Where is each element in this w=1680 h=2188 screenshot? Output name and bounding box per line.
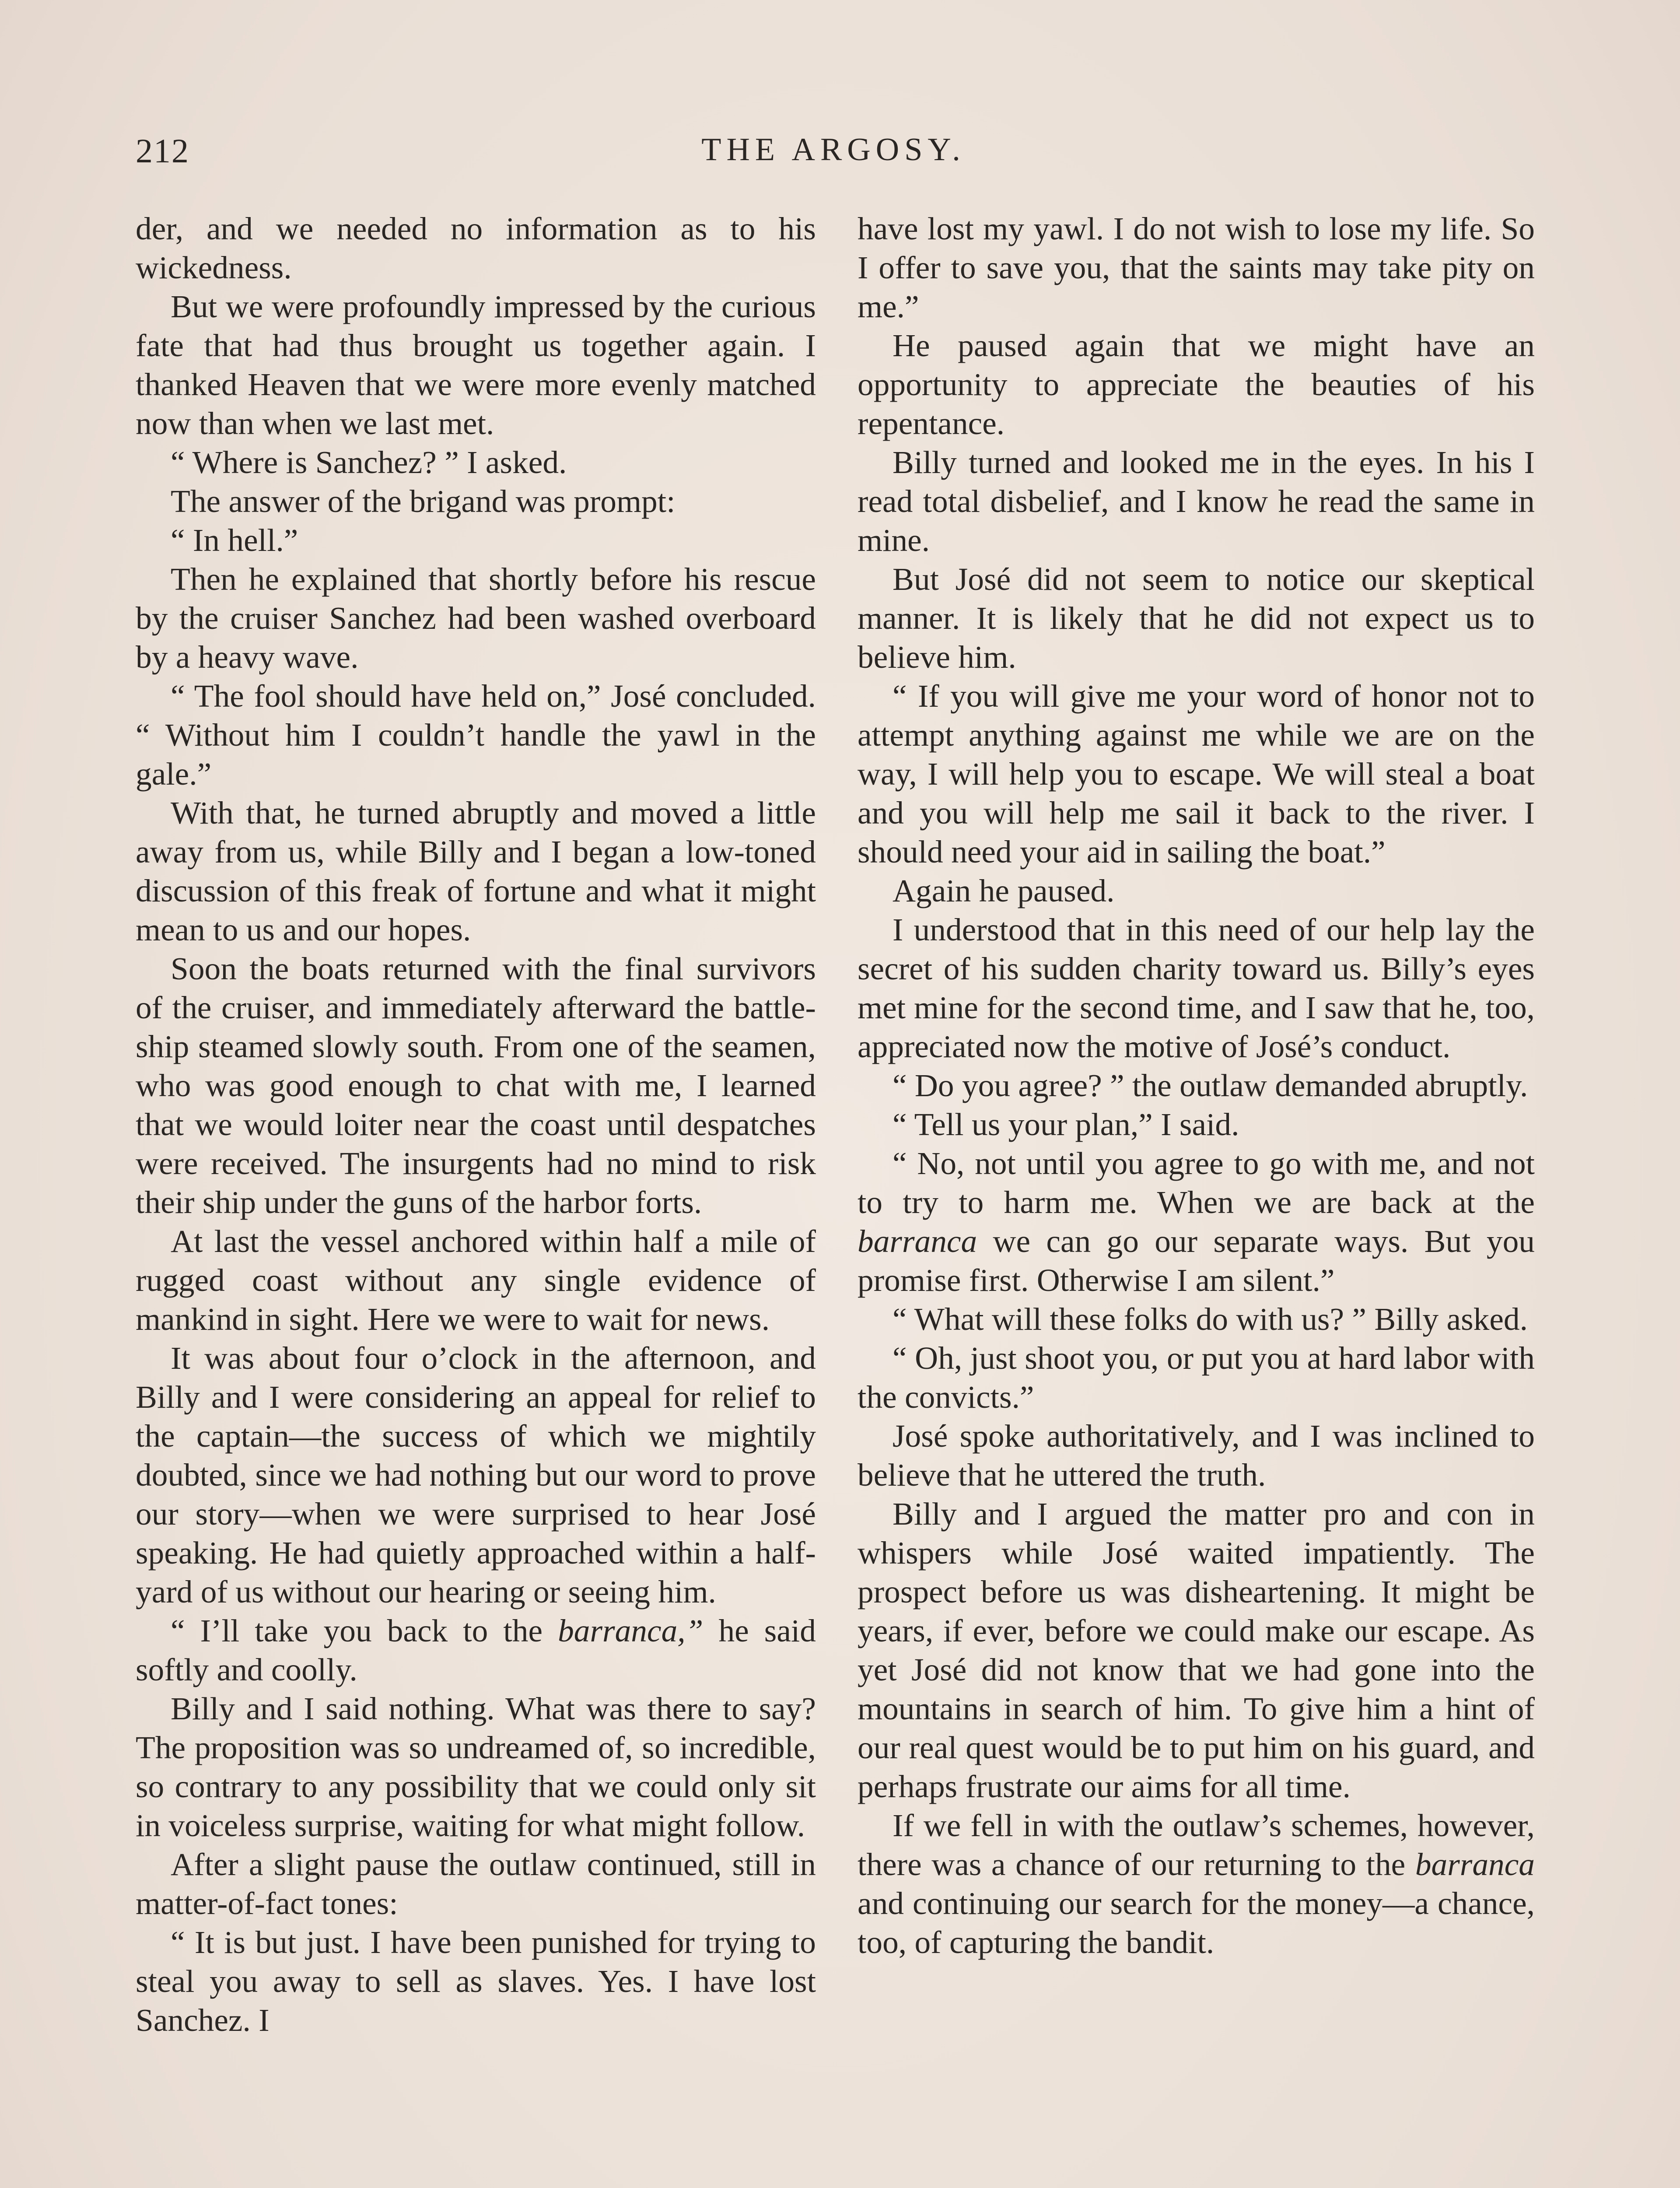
- paragraph: “ If you will give me your word of honor not to attempt anything against me while we are on the way, I will help you to escape. We will steal a boat and you will help me sail it back to the river. I should need your aid in sailing the boat.”: [858, 678, 1535, 870]
- paragraph: Billy and I said nothing. What was there to say? The proposition was so undreamed of, so incredible, so contrary to any possibility that we could only sit in voiceless surprise, waiting for what might follow.: [136, 1691, 816, 1843]
- paragraph: [136, 1611, 816, 1689]
- paragraph: have lost my yawl. I do not wish to lose my life. So I offer to save you, that the saints may take pity on me.”: [858, 211, 1535, 324]
- paragraph: He paused again that we might have an opportunity to appreciate the beauties of his repentance.: [858, 328, 1535, 441]
- paragraph: [858, 1144, 1535, 1300]
- paragraph: At last the vessel anchored within half a mile of rugged coast without any single evidence of mankind in sight. Here we were to wait for news.: [136, 1224, 816, 1337]
- paragraph: der, and we needed no information as to his wickedness.: [136, 211, 816, 285]
- page-number: 212: [136, 132, 189, 170]
- paragraph: It was about four o’clock in the afternoon, and Billy and I were considering an appeal for relief to the captain—the success of which we mightily doubted, since we had nothing but our word to prove our story—when we were surprised to hear José speaking. He had quietly approached within a half-yard of us without our hearing or seeing him.: [136, 1340, 816, 1609]
- paragraph: “ In hell.”: [171, 522, 298, 558]
- paragraph: “ The fool should have held on,” José concluded. “ Without him I couldn’t handle the yawl in the gale.”: [136, 678, 816, 792]
- paragraph: “ It is but just. I have been punished for trying to steal you away to sell as slaves. Yes. I have lost Sanchez. I: [136, 1925, 816, 2038]
- right-text-column: [858, 209, 1535, 1962]
- paragraph: [858, 1806, 1535, 1962]
- left-text-column: [136, 209, 816, 2040]
- paragraph: José spoke authoritatively, and I was inclined to believe that he uttered the truth.: [858, 1418, 1535, 1493]
- paragraph: “ Oh, just shoot you, or put you at hard labor with the convicts.”: [858, 1340, 1535, 1415]
- running-head: THE ARGOSY.: [701, 132, 966, 168]
- paragraph: With that, he turned abruptly and moved a little away from us, while Billy and I began a low-toned discussion of this freak of fortune and what it might mean to us and our hopes.: [136, 795, 816, 947]
- paragraph: “ Do you agree? ” the outlaw demanded abruptly.: [892, 1068, 1528, 1103]
- paragraph: I understood that in this need of our help lay the secret of his sudden charity toward us. Billy’s eyes met mine for the second time, and I saw that he, too, appreciated now the motive of José’s conduct.: [858, 912, 1535, 1064]
- paragraph: “ Tell us your plan,” I said.: [892, 1107, 1239, 1142]
- paragraph: Soon the boats returned with the final survivors of the cruiser, and immediately afterward the battle-ship steamed slowly south. From one of the seamen, who was good enough to chat with me, I learned that we would loiter near the coast until despatches were received. The insurgents had no mind to risk their ship under the guns of the harbor forts.: [136, 951, 816, 1220]
- paragraph-text: “ I’ll take you back to the: [171, 1613, 558, 1648]
- paragraph: Then he explained that shortly before his rescue by the cruiser Sanchez had been washed overboard by a heavy wave.: [136, 561, 816, 675]
- paragraph: But we were profoundly impressed by the curious fate that had thus brought us together again. I thanked Heaven that we were more evenly matched now than when we last met.: [136, 289, 816, 441]
- paragraph-text: and continuing our search for the money—a chance, too, of capturing the bandit.: [858, 1886, 1535, 1960]
- paragraph: After a slight pause the outlaw continued, still in matter-of-fact tones:: [136, 1847, 816, 1921]
- paragraph-text: “ No, not until you agree to go with me, and not to try to harm me. When we are back at the: [858, 1146, 1535, 1220]
- paragraph-text: If we fell in with the outlaw’s schemes, however, there was a chance of our returning to the: [858, 1808, 1535, 1882]
- page-header: [136, 131, 1531, 179]
- paragraph: Again he paused.: [892, 873, 1115, 908]
- paragraph-text: he said softly and coolly.: [136, 1613, 816, 1687]
- paragraph: Billy and I argued the matter pro and con in whispers while José waited impatiently. The prospect before us was disheartening. It might be years, if ever, before we could make our escape. As yet José did not know that we had gone into the mountains in search of him. To give him a hint of our real quest would be to put him on his guard, and perhaps frustrate our aims for all time.: [858, 1496, 1535, 1804]
- paragraph: The answer of the brigand was prompt:: [171, 484, 676, 519]
- italic-word: barranca,”: [558, 1613, 704, 1648]
- paragraph-text: we can go our separate ways. But you promise first. Otherwise I am silent.”: [858, 1224, 1535, 1298]
- paragraph: But José did not seem to notice our skeptical manner. It is likely that he did not expect us to believe him.: [858, 561, 1535, 675]
- italic-word: barranca: [858, 1224, 977, 1259]
- italic-word: barranca: [1415, 1847, 1535, 1882]
- paragraph: Billy turned and looked me in the eyes. In his I read total disbelief, and I know he read the same in mine.: [858, 445, 1535, 558]
- paragraph: “ What will these folks do with us? ” Billy asked.: [892, 1301, 1528, 1337]
- paragraph: “ Where is Sanchez? ” I asked.: [171, 445, 567, 480]
